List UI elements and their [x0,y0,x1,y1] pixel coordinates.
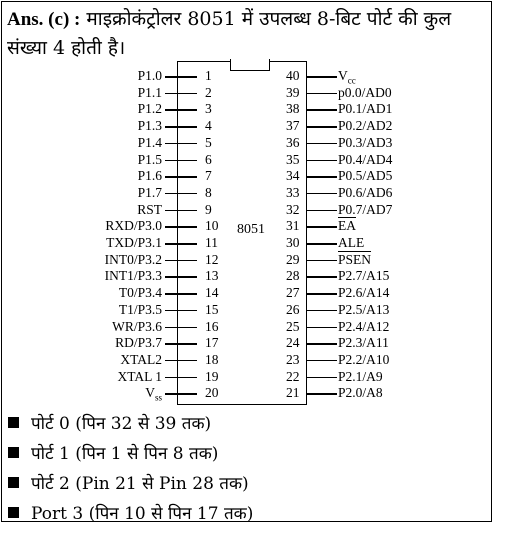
pin-lead-right [307,76,337,78]
square-bullet-icon [8,417,19,428]
pin-lead-right [307,327,337,329]
pin-lead-right [307,109,337,111]
port-list-item [8,437,253,467]
pin-lead-left [165,226,197,228]
pin-label-right: P2.1/A9 [338,368,383,384]
pin-lead-left [165,193,197,195]
pin-label-left: WR/P3.6 [112,318,162,334]
pin-label-right: P0.7/AD7 [338,201,393,217]
pin-lead-right [307,143,337,145]
pin-number-left: 6 [205,151,212,167]
pin-label-left: P1.0 [137,68,162,83]
pin-number-left: 12 [205,251,219,267]
pin-label-left: P1.7 [137,184,162,200]
pin-lead-right [307,293,337,295]
pin-lead-left [165,343,197,345]
pin-label-left: RXD/P3.0 [105,218,162,234]
pin-number-right: 21 [286,385,300,401]
pin-number-right: 29 [286,251,300,267]
pin-number-right: 27 [286,285,300,301]
pin-lead-left [165,310,197,312]
pin-number-left: 1 [205,68,212,83]
pin-label-right: P0.5/AD5 [338,168,393,184]
pin-label-right: $V_{cc}$ [338,68,356,86]
chip-name: 8051 [237,222,265,237]
pin-number-right: 25 [286,318,300,334]
pin-lead-right [307,260,337,262]
pin-number-right: 23 [286,351,300,367]
pin-number-right: 38 [286,101,300,117]
pin-label-right: P2.2/A10 [338,351,390,367]
port-list-item [8,407,253,437]
pin-number-right: 37 [286,118,300,134]
pin-label-right: PSEN [338,251,372,267]
port-list-item [8,497,253,527]
pin-number-right: 26 [286,301,300,317]
pin-number-right: 40 [286,68,300,83]
ic-chip-notch [230,59,270,71]
pin-number-right: 28 [286,268,300,284]
pin-lead-right [307,93,337,95]
pin-label-right: ALE [338,235,365,250]
pin-lead-right [307,193,337,195]
pin-lead-left [165,210,197,212]
port-0-text: पोर्ट 0 (पिन 32 से 39 तक) [31,413,212,434]
pin-lead-left [165,293,197,295]
pin-lead-right [307,243,337,245]
pin-label-right: p0.0/AD0 [338,84,392,100]
pin-number-left: 15 [205,301,219,317]
pin-lead-left [165,176,197,178]
pin-number-left: 9 [205,201,212,217]
pin-lead-left [165,377,197,379]
answer-label: Ans. (c) : [7,9,81,30]
pin-lead-left [165,327,197,329]
pin-label-left: $V_{ss}$ [145,385,162,403]
pin-number-left: 8 [205,184,212,200]
pin-number-left: 4 [205,118,212,134]
pin-lead-right [307,126,337,128]
pin-lead-right [307,210,337,212]
pin-lead-left [165,109,197,111]
pin-number-left: 20 [205,385,219,401]
square-bullet-icon [8,507,19,518]
pin-label-left: T0/P3.4 [118,285,162,301]
pin-number-right: 33 [286,184,300,200]
pin-number-left: 13 [205,268,219,284]
pin-number-left: 14 [205,285,219,301]
pin-lead-right [307,377,337,379]
pin-lead-right [307,160,337,162]
pin-label-right: P0.6/AD6 [338,184,393,200]
pin-lead-right [307,276,337,278]
pin-lead-left [165,93,197,95]
pin-label-left: P1.4 [137,134,162,150]
pin-lead-left [165,126,197,128]
pin-number-left: 19 [205,368,219,384]
pin-lead-right [307,393,337,395]
pin-number-right: 22 [286,368,300,384]
pin-number-left: 16 [205,318,219,334]
pin-number-right: 32 [286,201,300,217]
pin-number-right: 24 [286,335,300,351]
pin-lead-right [307,343,337,345]
port-3-text: Port 3 (पिन 10 से पिन 17 तक) [31,503,254,524]
pin-label-left: RD/P3.7 [115,335,162,351]
pin-number-left: 2 [205,84,212,100]
answer-paragraph [7,5,493,63]
pin-label-right: P2.5/A13 [338,301,390,317]
port-list [8,407,253,527]
pin-label-right: P2.6/A14 [338,285,390,301]
pin-label-right: P2.0/A8 [338,385,383,401]
square-bullet-icon [8,447,19,458]
pin-number-left: 10 [205,218,219,234]
pin-label-right: P0.4/AD4 [338,151,393,167]
pin-number-left: 11 [205,235,218,250]
pin-lead-left [165,260,197,262]
pin-label-right: P2.4/A12 [338,318,390,334]
pin-label-left: RST [137,201,162,217]
pin-number-right: 39 [286,84,300,100]
pin-label-left: XTAL 1 [117,368,162,384]
pin-label-right: P2.3/A11 [338,335,389,351]
pin-number-right: 36 [286,134,300,150]
pin-label-left: P1.2 [137,101,162,117]
pin-number-right: 30 [286,235,300,250]
pin-label-left: INT0/P3.2 [104,251,162,267]
pin-label-right: P2.7/A15 [338,268,390,284]
pin-lead-left [165,160,197,162]
pin-number-left: 3 [205,101,212,117]
pin-number-left: 17 [205,335,219,351]
pin-label-right: P0.2/AD2 [338,118,393,134]
port-1-text: पोर्ट 1 (पिन 1 से पिन 8 तक) [31,443,219,464]
port-2-text: पोर्ट 2 (Pin 21 से Pin 28 तक) [31,473,249,494]
port-list-item [8,467,253,497]
pin-number-right: 34 [286,168,300,184]
pin-lead-right [307,226,337,228]
pin-number-right: 35 [286,151,300,167]
pin-label-left: P1.6 [137,168,162,184]
pin-number-left: 7 [205,168,212,184]
pin-lead-left [165,393,197,395]
pin-label-left: P1.1 [137,84,162,100]
pin-lead-left [165,276,197,278]
answer-text: माइक्रोकंट्रोलर 8051 में उपलब्ध 8-बिट पोर्ट की कुल संख्या 4 होती है। [7,8,452,59]
pin-number-right: 31 [286,218,300,234]
pin-lead-right [307,360,337,362]
pin-lead-left [165,360,197,362]
pin-number-left: 5 [205,134,212,150]
square-bullet-icon [8,477,19,488]
pin-lead-left [165,143,197,145]
pin-label-left: P1.3 [137,118,162,134]
pin-label-left: T1/P3.5 [118,301,162,317]
pin-label-right: $\overline{EA}$ [338,218,356,234]
pin-label-right: P0.3/AD3 [338,134,393,150]
pin-label-left: XTAL2 [120,351,162,367]
pin-lead-right [307,176,337,178]
pin-label-left: TXD/P3.1 [106,235,162,250]
pin-lead-left [165,76,197,78]
pin-lead-right [307,310,337,312]
pin-label-right: P0.1/AD1 [338,101,393,117]
pin-label-left: P1.5 [137,151,162,167]
pin-number-left: 18 [205,351,219,367]
pin-label-left: INT1/P3.3 [104,268,162,284]
pin-lead-left [165,243,197,245]
